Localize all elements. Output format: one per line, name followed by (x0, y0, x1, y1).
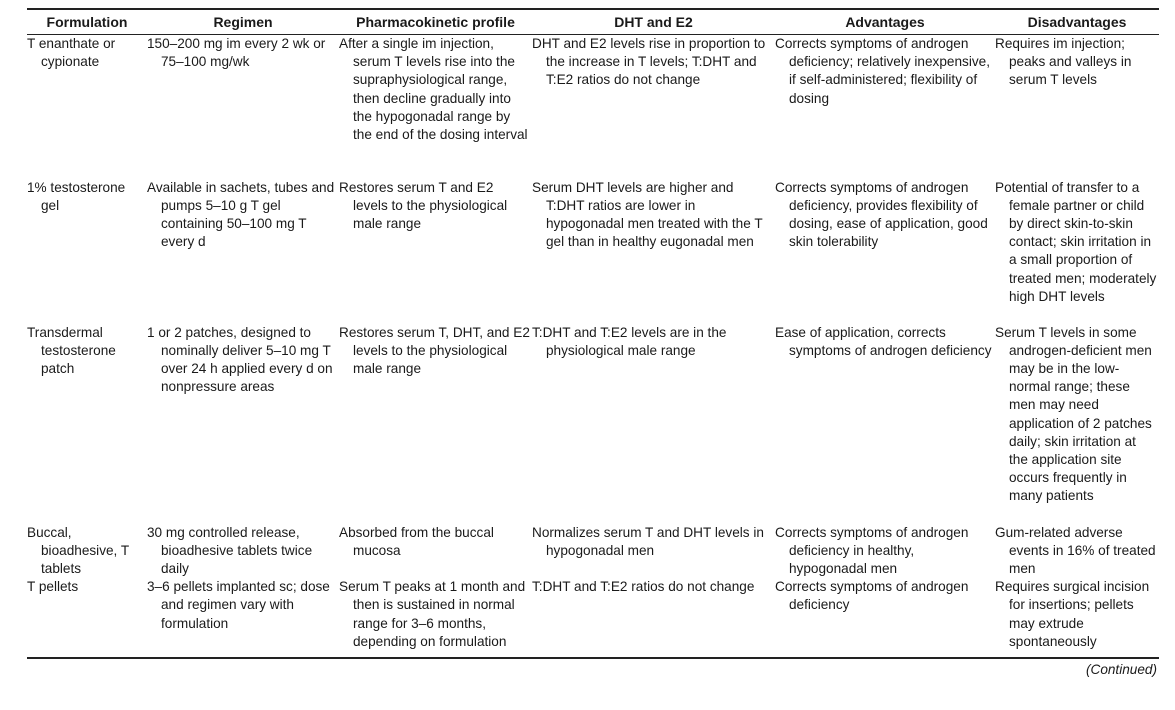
table-bottom-rule (27, 657, 1159, 659)
header-regimen: Regimen (147, 10, 339, 35)
cell-dht-e2: Normalizes serum T and DHT levels in hypogonadal men (532, 524, 764, 558)
testosterone-formulations-table (27, 10, 1159, 651)
formulation-table-container (27, 8, 1159, 679)
cell-regimen: 1 or 2 patches, designed to nominally deliver 5–10 mg T over 24 h applied every d on nonpressure areas (147, 324, 333, 395)
table-body (27, 35, 1159, 651)
cell-disadvantages: Requires im injection; peaks and valleys in serum T levels (995, 36, 1132, 88)
table-row (27, 179, 1159, 324)
cell-advantages: Ease of application, corrects symptoms of androgen deficiency (775, 324, 992, 358)
cell-regimen: Available in sachets, tubes and pumps 5–10 g T gel containing 50–100 mg T every d (147, 179, 335, 250)
table-row (27, 35, 1159, 179)
header-disadvantages: Disadvantages (995, 10, 1159, 35)
continued-note: (Continued) (1085, 661, 1157, 677)
cell-pharmacokinetic-profile: Serum T peaks at 1 month and then is sustained in normal range for 3–6 months, depending on formulation (339, 579, 526, 649)
header-row (27, 10, 1159, 35)
header-advantages: Advantages (775, 10, 995, 35)
cell-pharmacokinetic-profile: Restores serum T and E2 levels to the physiological male range (339, 179, 508, 231)
cell-formulation: Transdermal testosterone patch (27, 324, 116, 376)
cell-dht-e2: T:DHT and T:E2 ratios do not change (532, 579, 755, 595)
cell-regimen: 3–6 pellets implanted sc; dose and regimen vary with formulation (147, 579, 330, 631)
cell-disadvantages: Gum-related adverse events in 16% of treated men (995, 524, 1156, 576)
cell-pharmacokinetic-profile: Absorbed from the buccal mucosa (339, 524, 494, 558)
cell-regimen: 150–200 mg im every 2 wk or 75–100 mg/wk (147, 36, 326, 70)
cell-pharmacokinetic-profile: Restores serum T, DHT, and E2 levels to the physiological male range (339, 324, 530, 376)
cell-disadvantages: Requires surgical incision for insertions; pellets may extrude spontaneously (995, 579, 1150, 649)
cell-regimen: 30 mg controlled release, bioadhesive tablets twice daily (147, 524, 313, 576)
cell-formulation: T enanthate or cypionate (27, 36, 116, 70)
header-pharmacokinetic-profile: Pharmacokinetic profile (339, 10, 532, 35)
cell-disadvantages: Serum T levels in some androgen-deficient men may be in the low-normal range; these men may need application of 2 patches daily; skin irritation at the application site occurs frequently in many patients (995, 324, 1152, 504)
header-dht-e2: DHT and E2 (532, 10, 775, 35)
cell-advantages: Corrects symptoms of androgen deficiency, provides flexibility of dosing, ease of application, good skin tolerability (775, 179, 988, 250)
header-formulation: Formulation (27, 10, 147, 35)
cell-advantages: Corrects symptoms of androgen deficiency in healthy, hypogonadal men (775, 524, 969, 576)
cell-formulation: T pellets (27, 579, 79, 595)
cell-dht-e2: T:DHT and T:E2 levels are in the physiological male range (532, 324, 727, 358)
cell-dht-e2: Serum DHT levels are higher and T:DHT ratios are lower in hypogonadal men treated with the T gel than in healthy eugonadal men (532, 179, 763, 250)
cell-advantages: Corrects symptoms of androgen deficiency (775, 579, 969, 613)
cell-dht-e2: DHT and E2 levels rise in proportion to the increase in T levels; T:DHT and T:E2 ratios do not change (532, 36, 766, 88)
table-row (27, 324, 1159, 524)
cell-advantages: Corrects symptoms of androgen deficiency; relatively inexpensive, if self-administered; flexibility of dosing (775, 36, 990, 106)
cell-formulation: Buccal, bioadhesive, T tablets (27, 524, 129, 576)
cell-pharmacokinetic-profile: After a single im injection, serum T levels rise into the supraphysiological range, then decline gradually into the hypogonadal range by the end of the dosing interval (339, 36, 528, 143)
cell-disadvantages: Potential of transfer to a female partner or child by direct skin-to-skin contact; skin irritation in a small proportion of treated men; moderately high DHT levels (995, 179, 1157, 304)
cell-formulation: 1% testosterone gel (27, 179, 126, 213)
table-row (27, 578, 1159, 651)
table-row (27, 524, 1159, 579)
table-header (27, 10, 1159, 35)
